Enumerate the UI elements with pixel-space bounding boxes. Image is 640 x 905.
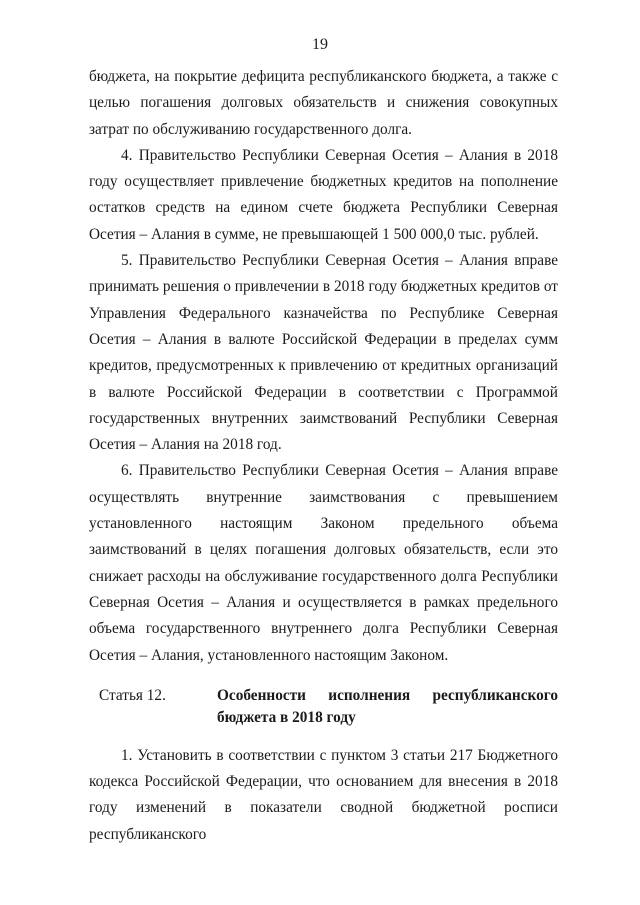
paragraph-item-5: 5. Правительство Республики Северная Осетия – Алания вправе принимать решения о привлечении в 2018 году бюджетных кредитов от Управления Федерального казначейства по Республике Северная Осетия – Алания в валюте Российской Федерации в пределах сумм кредитов, предусмотренных к привлечению от кредитных организаций в валюте Российской Федерации в соответствии с Программой государственных внутренних заимствований Республики Северная Осетия – Алания на 2018 год. [89, 252, 558, 454]
paragraph-continuation: бюджета, на покрытие дефицита республиканского бюджета, а также с целью погашения долговых обязательств и снижения совокупных затрат по обслуживанию государственного долга. [89, 68, 558, 138]
document-body [89, 64, 558, 848]
paragraph-item-4: 4. Правительство Республики Северная Осетия – Алания в 2018 году осуществляет привлечение бюджетных кредитов на пополнение остатков средств на едином счете бюджета Республики Северная Осетия – Алания в сумме, не превышающей 1 500 000,0 тыс. рублей. [89, 146, 558, 243]
paragraph-item-6: 6. Правительство Республики Северная Осетия – Алания вправе осуществлять внутренние заимствования с превышением установленного настоящим Законом предельного объема заимствований в целях погашения долговых обязательств, если это снижает расходы на обслуживание государственного долга Республики Северная Осетия – Алания и осуществляется в рамках предельного объема государственного внутреннего долга Республики Северная Осетия – Алания, установленного настоящим Законом. [89, 462, 558, 664]
article-paragraph-1: 1. Установить в соответствии с пунктом 3 статьи 217 Бюджетного кодекса Российской Федерации, что основанием для внесения в 2018 году изменений в показатели сводной бюджетной росписи республиканского [89, 746, 558, 843]
article-title: Особенности исполнения республиканского бюджета в 2018 году [217, 686, 558, 726]
article-number: Статья 12. [99, 686, 166, 704]
article-heading [89, 685, 558, 729]
page-number: 19 [312, 36, 328, 53]
